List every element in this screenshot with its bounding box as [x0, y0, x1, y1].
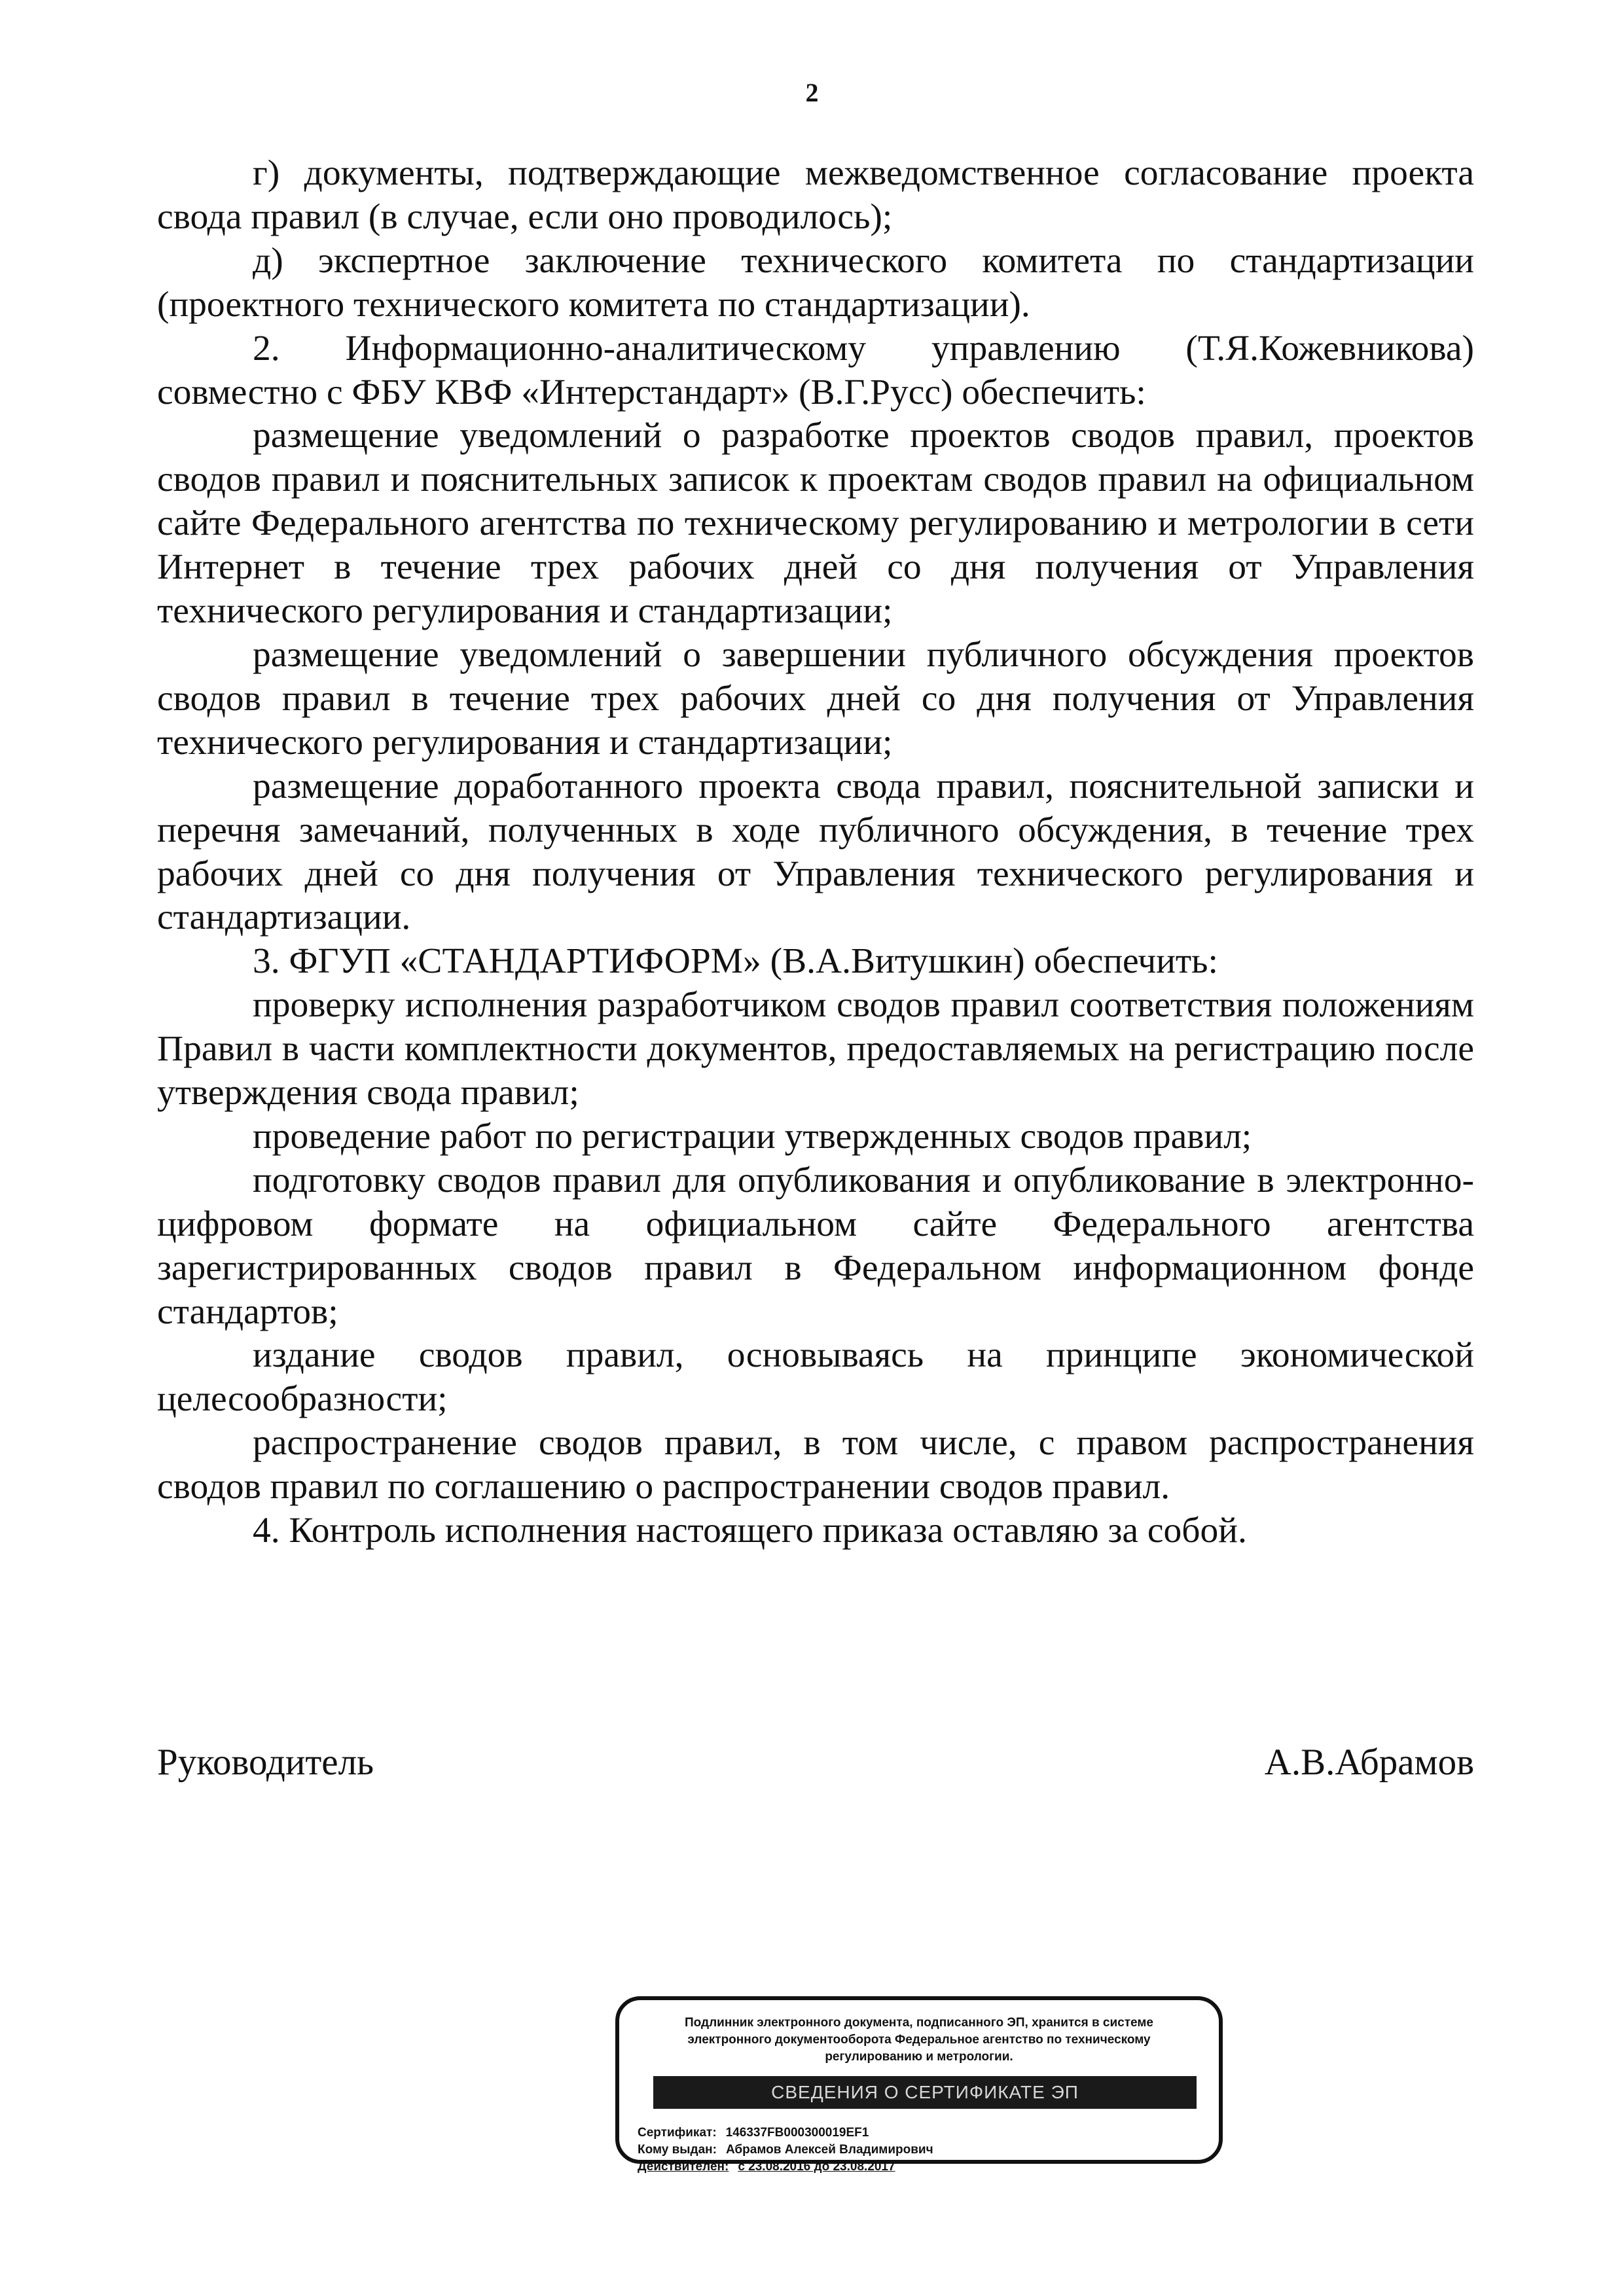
validity-row [638, 2159, 1200, 2176]
certificate-value: 146337FB000300019EF1 [725, 2126, 869, 2140]
order-body [157, 152, 1474, 1553]
validity-label: Действителен: [638, 2160, 729, 2174]
paragraph-item-3-b: проведение работ по регистрации утвержденных сводов правил; [253, 1116, 1252, 1157]
paragraph-item-3: 3. ФГУП «СТАНДАРТИФОРМ» (В.А.Витушкин) обеспечить: [253, 941, 1218, 982]
signature-block [157, 1741, 1474, 1793]
stamp-header: Подлинник электронного документа, подписанного ЭП, хранится в системе электронного документооборота Федеральное агентство по техническому регулированию и метрологии. [685, 2016, 1153, 2064]
paragraph-item-3-a: проверку исполнения разработчиком сводов правил соответствия положениям Правил в части комплектности документов, предоставляемых на регистрацию после утверждения свода правил; [157, 985, 1474, 1113]
page-number: 2 [805, 78, 819, 107]
paragraph-item-2-b: размещение уведомлений о завершении публичного обсуждения проектов сводов правил в течение трех рабочих дней со дня получения от Управления технического регулирования и стандартизации; [157, 634, 1474, 762]
signer-title: Руководитель [157, 1742, 374, 1783]
paragraph-item-3-c: подготовку сводов правил для опубликования и опубликование в электронно-цифровом формате на официальном сайте Федерального агентства зарегистрированных сводов правил в Федеральном информационном фонде стандартов; [157, 1160, 1474, 1332]
certificate-row [638, 2125, 1200, 2142]
validity-value: с 23.08.2016 до 23.08.2017 [738, 2160, 895, 2174]
paragraph-g: г) документы, подтверждающие межведомственное согласование проекта свода правил (в случае, если оно проводилось); [157, 153, 1474, 237]
paragraph-item-4: 4. Контроль исполнения настоящего приказа оставляю за собой. [253, 1511, 1247, 1551]
signer-name: А.В.Абрамов [1264, 1742, 1474, 1783]
paragraph-item-2: 2. Информационно-аналитическому управлению (Т.Я.Кожевникова) совместно с ФБУ КВФ «Интерстандарт» (В.Г.Русс) обеспечить: [157, 328, 1474, 412]
paragraph-item-3-d: издание сводов правил, основываясь на принципе экономической целесообразности; [157, 1335, 1474, 1420]
paragraph-item-2-c: размещение доработанного проекта свода правил, пояснительной записки и перечня замечаний, полученных в ходе публичного обсуждения, в течение трех рабочих дней со дня получения от Управления технического регулирования и стандартизации. [157, 766, 1474, 938]
paragraph-item-2-a: размещение уведомлений о разработке проектов сводов правил, проектов сводов правил и пояснительных записок к проектам сводов правил на официальном сайте Федерального агентства по техническому регулированию и метрологии в сети Интернет в течение трех рабочих дней со дня получения от Управления технического регулирования и стандартизации; [157, 416, 1474, 632]
certificate-label: Сертификат: [638, 2126, 717, 2140]
issued-to-value: Абрамов Алексей Владимирович [725, 2143, 933, 2157]
paragraph-item-3-e: распространение сводов правил, в том числе, с правом распространения сводов правил по соглашению о распространении сводов правил. [157, 1423, 1474, 1507]
paragraph-d: д) экспертное заключение технического комитета по стандартизации (проектного технического комитета по стандартизации). [157, 240, 1474, 325]
issued-to-label: Кому выдан: [638, 2143, 717, 2157]
issued-to-row [638, 2142, 1200, 2159]
certificate-details [638, 2125, 1200, 2176]
electronic-signature-stamp [615, 1996, 1223, 2174]
certificate-info-bar: СВЕДЕНИЯ О СЕРТИФИКАТЕ ЭП [653, 2076, 1197, 2109]
